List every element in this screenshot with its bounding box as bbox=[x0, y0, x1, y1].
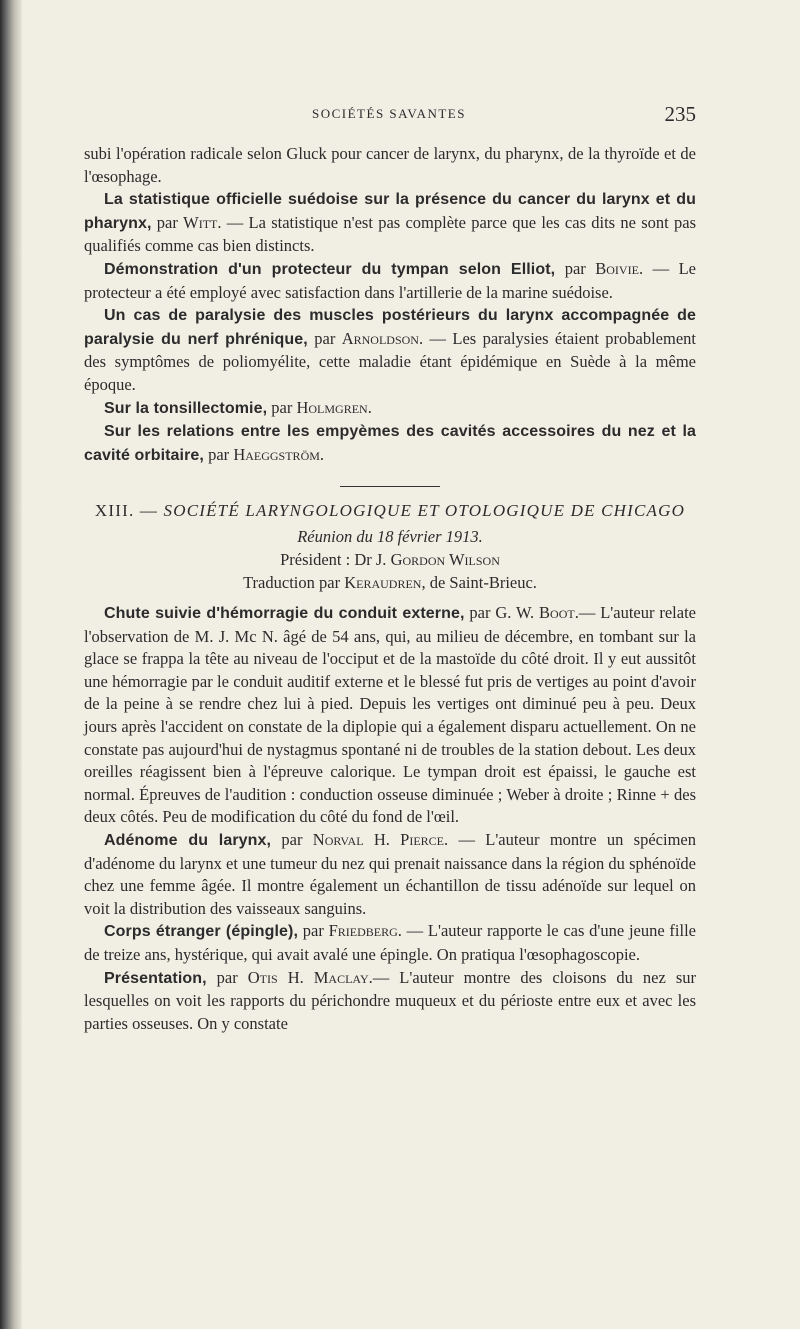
entry-author: Haeggström bbox=[233, 444, 320, 464]
entry-text: . bbox=[367, 397, 372, 417]
paragraph-text: subi l'opération radicale selon Gluck pour cancer de larynx, du pharynx, de la thyroïde et de l'œsophage. bbox=[84, 144, 696, 186]
entry-title: Sur la tonsillectomie, bbox=[104, 399, 268, 417]
entry-paralysie-larynx bbox=[84, 304, 696, 396]
entry-text: . — Les paralysies étaient probablement des symptômes de poliomyélite, cette maladie étant épidémique en Suède à la même époque. bbox=[84, 328, 696, 394]
book-spine-shadow bbox=[0, 0, 22, 1329]
entry-presentation bbox=[84, 967, 696, 1036]
section-divider bbox=[340, 486, 440, 487]
entry-par: par bbox=[203, 444, 234, 464]
meeting-date: Réunion du 18 février 1913. bbox=[297, 527, 483, 547]
entry-author: Witt bbox=[183, 212, 218, 232]
entry-corps-etranger bbox=[84, 920, 696, 966]
entry-adenome-larynx bbox=[84, 829, 696, 920]
entry-author: Friedberg bbox=[328, 921, 398, 941]
section-number: XIII. — bbox=[94, 501, 159, 521]
entry-title: Adénome du larynx, bbox=[104, 832, 272, 850]
entry-par: par bbox=[555, 258, 596, 278]
entry-par: par bbox=[206, 967, 248, 987]
entry-par: par bbox=[298, 921, 329, 941]
entry-par: par G. W. bbox=[464, 603, 540, 623]
translation-line bbox=[84, 572, 696, 595]
translation-place: , de Saint-Brieuc. bbox=[421, 572, 537, 592]
president-line bbox=[84, 549, 696, 572]
entry-title: Un cas de paralysie des muscles postérieurs du larynx accompagnée de paralysie du nerf phrénique, bbox=[84, 307, 696, 348]
entry-par: par bbox=[267, 397, 297, 417]
president-name: Gordon Wilson bbox=[390, 549, 500, 569]
page-body bbox=[84, 143, 696, 1035]
entry-par: par bbox=[271, 830, 313, 850]
translation-label: Traduction par bbox=[243, 572, 345, 592]
section-title: SOCIÉTÉ LARYNGOLOGIQUE ET OTOLOGIQUE DE CHICAGO bbox=[163, 501, 686, 521]
president-label: Président : Dr J. bbox=[280, 549, 391, 569]
entry-title: Présentation, bbox=[104, 969, 207, 987]
entry-par: par bbox=[151, 212, 184, 232]
entry-text: . — L'auteur rapporte le cas d'une jeune fille de treize ans, hystérique, qui avait avalé une épingle. On pratiqua l'œsophagoscopie. bbox=[84, 921, 696, 964]
translator-name: Keraudren bbox=[344, 572, 422, 592]
entry-author: Otis H. Maclay bbox=[247, 967, 369, 987]
entry-text: . bbox=[319, 444, 325, 464]
entry-text: .— L'auteur relate l'observation de M. J. Mc N. âgé de 54 ans, qui, au milieu de décembre, en tombant sur la glace se frappa la tête au niveau de l'occiput et de la mastoïde du côté droit. Il y eut aussitôt une hémorragie par le conduit auditif externe et le blessé fut pris de vertiges au point d'avoir de la peine à se rendre chez lui à pied. Depuis les vertiges ont diminué peu à peu. Deux jours après l'accident on constate de la diplopie qui a également disparu actuellement. On ne constate pas aujourd'hui de nystagmus spontané ni de troubles de la station debout. Les deux oreilles réagissent bien à l'épreuve calorique. Le tympan droit est épaissi, le gauche est normal. Épreuves de l'audition : conduction osseuse diminuée ; Weber à droite ; Rinne + des deux côtés. Peu de modification du côté du fond de l'œil. bbox=[84, 603, 696, 827]
entry-empyemes bbox=[84, 420, 696, 467]
entry-tonsillectomie bbox=[84, 397, 696, 421]
entry-chute-hemorragie bbox=[84, 602, 696, 829]
entry-title: Sur les relations entre les empyèmes des cavités accessoires du nez et la cavité orbitaire, bbox=[84, 423, 696, 464]
entry-text: . — Le protecteur a été employé avec satisfaction dans l'artillerie de la marine suédoise. bbox=[84, 258, 696, 302]
page-number: 235 bbox=[664, 102, 696, 126]
section-heading bbox=[84, 500, 696, 521]
running-header bbox=[84, 102, 696, 126]
entry-author: Boot bbox=[539, 603, 575, 623]
entry-par: par bbox=[307, 328, 342, 348]
entry-author: Arnoldson bbox=[341, 328, 419, 348]
entry-title: Démonstration d'un protecteur du tympan selon Elliot, bbox=[104, 260, 556, 278]
entry-text: .— L'auteur montre des cloisons du nez sur lesquelles on voit les rapports du périchondre muqueux et du périoste entre eux et avec les parties osseuses. On y constate bbox=[84, 967, 697, 1033]
entry-title: Corps étranger (épingle), bbox=[104, 923, 299, 941]
entry-statistique-suedoise bbox=[84, 188, 696, 258]
running-title: SOCIÉTÉS SAVANTES bbox=[312, 106, 466, 121]
entry-title: La statistique officielle suédoise sur la présence du cancer du larynx et du pharynx, bbox=[84, 191, 696, 232]
entry-author: Holmgren bbox=[296, 397, 368, 417]
entry-protecteur-tympan bbox=[84, 258, 696, 304]
entry-text: . — L'auteur montre un spécimen d'adénome du larynx et une tumeur du nez qui prenait naissance dans la région du sphénoïde chez une femme âgée. Il montre également un échantillon de tissu adénoïde sur lequel on voit la distribution des vaisseaux sanguins. bbox=[84, 830, 696, 918]
entry-title: Chute suivie d'hémorragie du conduit externe, bbox=[104, 605, 465, 623]
entry-author: Boivie bbox=[595, 258, 639, 278]
entry-author: Norval H. Pierce bbox=[312, 830, 445, 850]
paragraph-continued bbox=[84, 143, 696, 188]
entry-text: . — La statistique n'est pas complète parce que les cas dits ne sont pas qualifiés comme cas bien distincts. bbox=[84, 212, 696, 256]
